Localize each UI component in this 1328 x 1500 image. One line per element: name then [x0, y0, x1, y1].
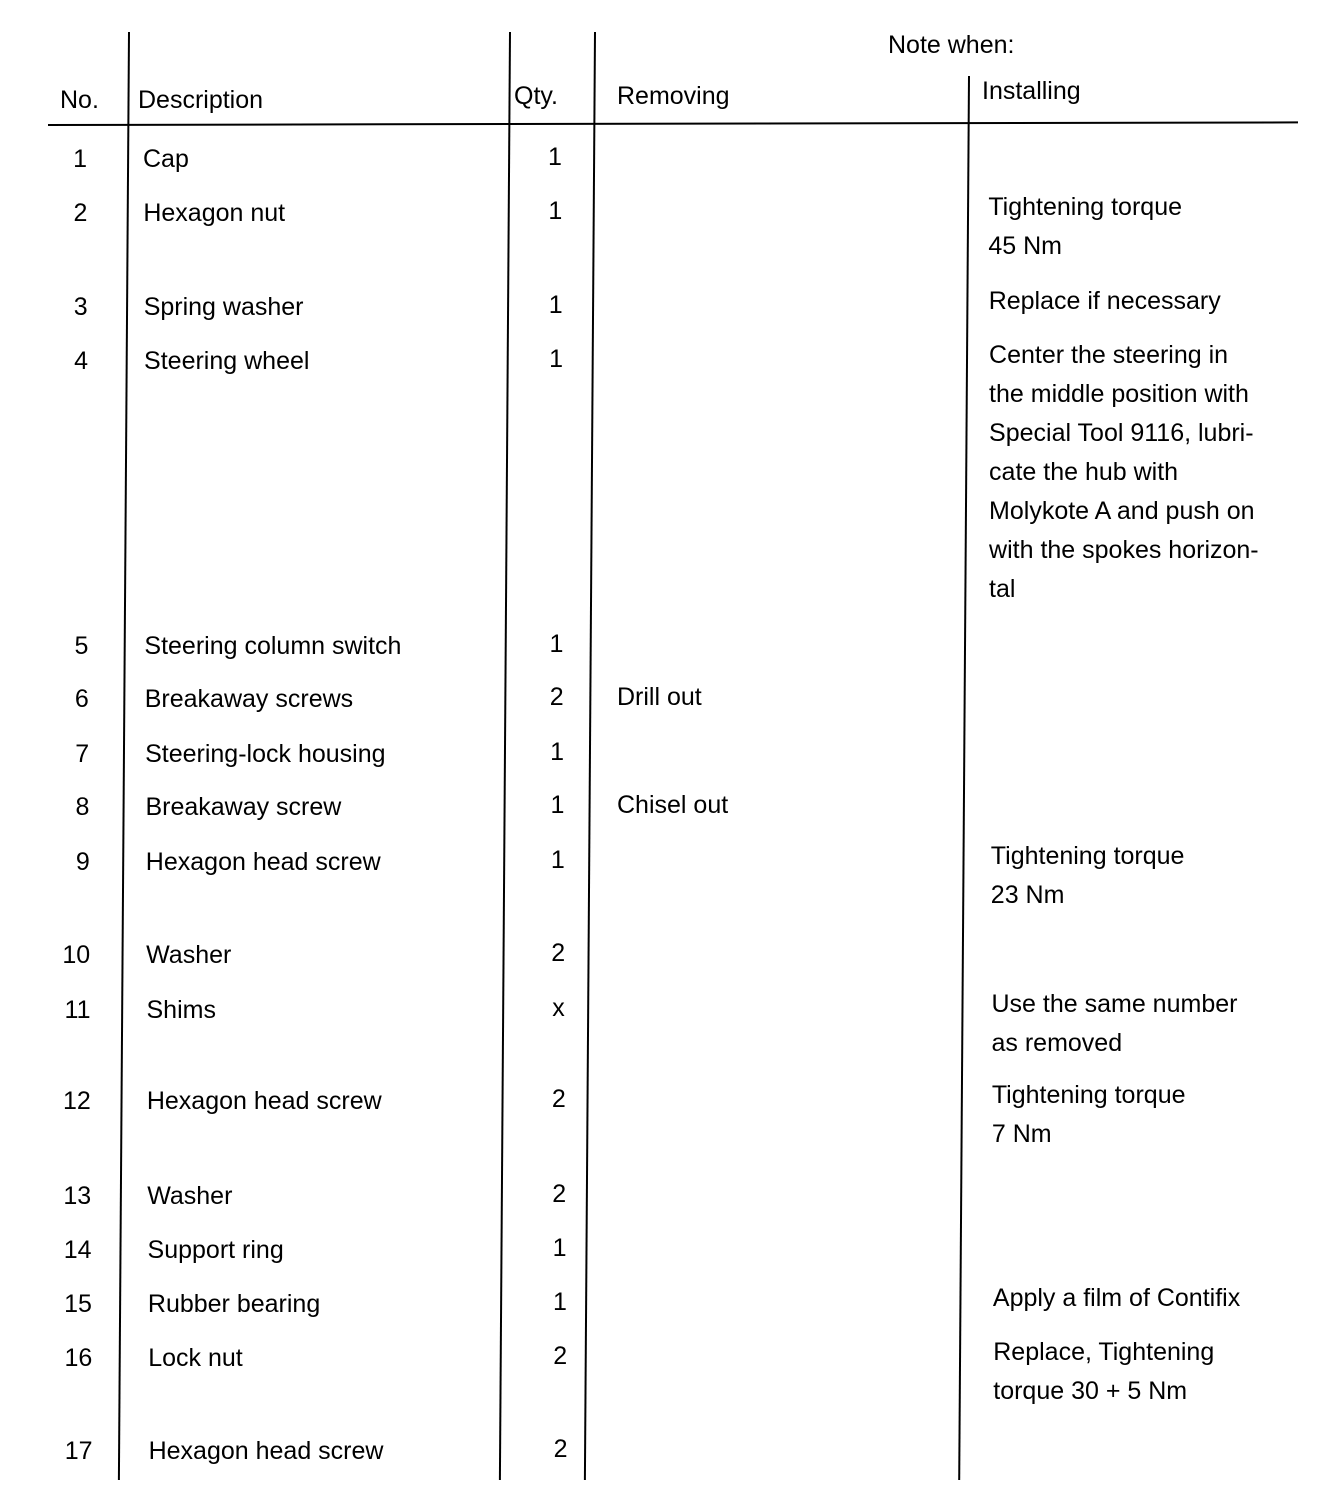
row-qty: 2 — [551, 939, 566, 967]
row-qty: 1 — [549, 345, 563, 373]
header-rule — [48, 121, 1298, 126]
row-number: 6 — [74, 685, 89, 713]
row-description: Hexagon head screw — [145, 848, 381, 876]
row-qty: 2 — [553, 1342, 568, 1370]
row-qty: 2 — [551, 1085, 566, 1113]
row-qty: 1 — [550, 738, 565, 766]
row-qty: 2 — [549, 683, 564, 711]
header-removing: Removing — [617, 82, 730, 110]
row-qty: 1 — [552, 1288, 567, 1316]
row-qty: 1 — [552, 1234, 567, 1262]
header-installing: Installing — [982, 77, 1081, 105]
row-number: 4 — [74, 347, 89, 375]
row-qty: 1 — [548, 143, 562, 171]
column-divider-qty — [499, 32, 511, 1480]
row-number: 7 — [75, 740, 90, 768]
row-number: 16 — [64, 1344, 93, 1372]
row-number: 3 — [73, 293, 88, 321]
row-installing-note: Replace, Tightening torque 30 + 5 Nm — [993, 1338, 1215, 1405]
row-qty: 2 — [553, 1435, 568, 1463]
row-description: Washer — [146, 941, 232, 969]
row-number: 9 — [75, 848, 90, 876]
row-description: Hexagon nut — [143, 199, 286, 227]
row-number: 2 — [73, 199, 88, 227]
row-removing-note: Drill out — [617, 683, 702, 711]
row-description: Spring washer — [143, 293, 304, 321]
row-qty: 1 — [550, 846, 565, 874]
row-installing-note: Tightening torque 45 Nm — [988, 193, 1182, 260]
row-number: 15 — [64, 1290, 92, 1318]
column-divider-removing — [584, 32, 596, 1480]
header-note-when: Note when: — [888, 31, 1015, 59]
row-installing-note: Use the same number as removed — [991, 990, 1238, 1057]
row-qty: 2 — [552, 1180, 567, 1208]
row-number: 8 — [75, 793, 90, 821]
row-qty: x — [552, 994, 565, 1022]
row-description: Steering wheel — [144, 347, 310, 375]
row-description: Breakaway screws — [144, 685, 354, 713]
header-qty: Qty. — [514, 82, 558, 110]
row-number: 17 — [64, 1437, 93, 1465]
row-description: Lock nut — [148, 1344, 243, 1372]
header-description: Description — [138, 86, 264, 114]
row-installing-note: Tightening torque 23 Nm — [990, 842, 1185, 909]
row-description: Rubber bearing — [147, 1290, 321, 1318]
column-divider-installing — [958, 76, 970, 1480]
row-installing-note: Apply a film of Contifix — [992, 1284, 1241, 1312]
row-qty: 1 — [548, 197, 563, 225]
row-description: Shims — [146, 996, 216, 1024]
row-description: Hexagon head screw — [146, 1087, 382, 1115]
header-no: No. — [60, 86, 99, 114]
row-description: Breakaway screw — [145, 793, 342, 821]
row-number: 1 — [73, 145, 87, 173]
row-qty: 1 — [550, 791, 565, 819]
row-qty: 1 — [548, 291, 563, 319]
row-description: Support ring — [147, 1236, 284, 1264]
row-description: Washer — [147, 1182, 233, 1210]
row-number: 5 — [74, 632, 89, 660]
row-number: 13 — [63, 1182, 92, 1210]
row-number: 12 — [63, 1087, 91, 1115]
row-description: Cap — [143, 145, 189, 173]
row-installing-note: Replace if necessary — [988, 287, 1221, 315]
row-description: Hexagon head screw — [148, 1437, 384, 1465]
row-number: 11 — [64, 996, 91, 1024]
row-number: 10 — [62, 941, 91, 969]
row-description: Steering-lock housing — [145, 740, 386, 768]
row-qty: 1 — [549, 630, 564, 658]
row-number: 14 — [63, 1236, 92, 1264]
row-installing-note: Tightening torque 7 Nm — [991, 1081, 1186, 1148]
row-removing-note: Chisel out — [617, 791, 729, 819]
column-divider-description — [118, 32, 130, 1480]
row-installing-note: Center the steering in the middle position with Special Tool 9116, lubri- cate the hub with Molykote A and push on with the spokes horizon- tal — [989, 341, 1259, 603]
row-description: Steering column switch — [144, 632, 402, 660]
